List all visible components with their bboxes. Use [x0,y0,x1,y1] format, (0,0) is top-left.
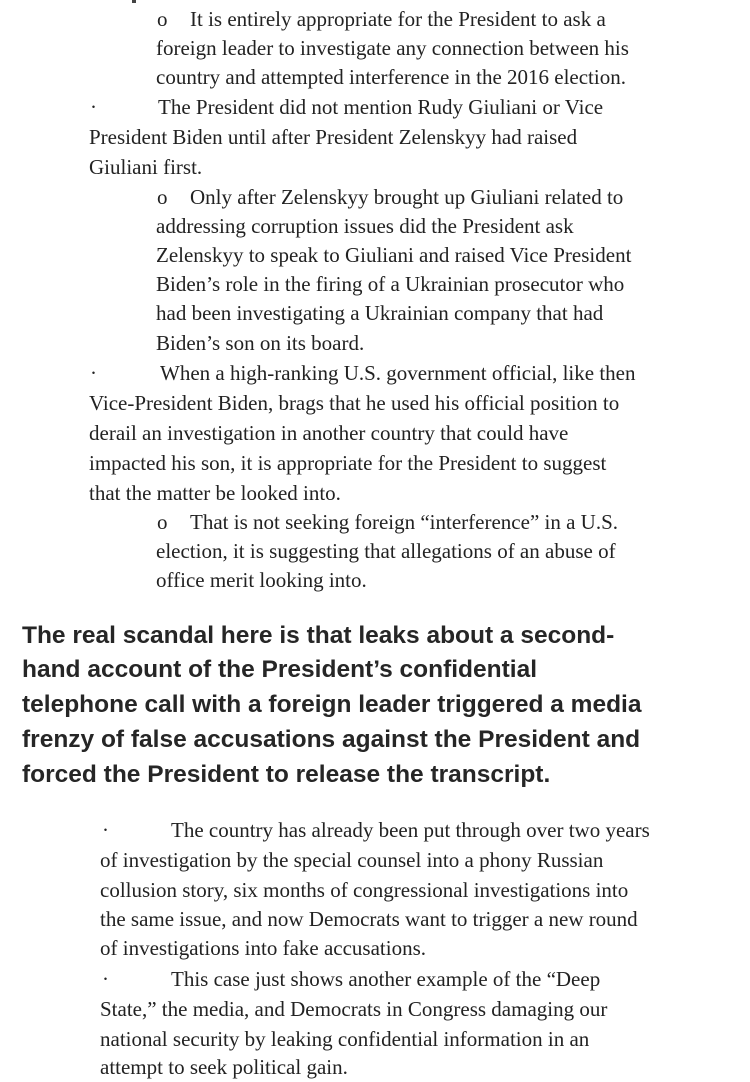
paragraph-line: Only after Zelenskyy brought up Giuliani related to [190,185,624,209]
paragraph-line: Giuliani first. [89,155,203,179]
paragraph-line: of investigations into fake accusations. [100,936,427,960]
bullet-marker: · [102,967,109,991]
paragraph-line: election, it is suggesting that allegations of an abuse of [156,539,616,563]
heading-line: hand account of the President’s confidential [22,656,538,683]
heading-line: The real scandal here is that leaks about a second- [22,622,615,649]
paragraph-line: addressing corruption issues did the President ask [156,214,574,238]
paragraph-line: national security by leaking confidential information in an [100,1027,590,1051]
paragraph-line: office merit looking into. [156,568,367,592]
paragraph-line: of investigation by the special counsel into a phony Russian [100,848,604,872]
paragraph-line: Vice-President Biden, brags that he used his official position to [89,391,620,415]
paragraph-line: the same issue, and now Democrats want to trigger a new round [100,907,638,931]
sub-bullet-marker: o [157,510,168,534]
paragraph-line: The country has already been put through over two years [171,818,650,842]
paragraph-line: foreign leader to investigate any connection between his [156,36,629,60]
bullet-marker: · [90,95,97,119]
paragraph-line: It is entirely appropriate for the President to ask a [190,7,606,31]
heading-line: frenzy of false accusations against the President and [22,726,641,753]
paragraph-line: that the matter be looked into. [89,481,341,505]
paragraph-line: President Biden until after President Zelenskyy had raised [89,125,578,149]
paragraph-line: This case just shows another example of the “Deep [171,967,601,991]
paragraph-line: attempt to seek political gain. [100,1055,348,1079]
bullet-marker: · [90,361,97,385]
paragraph-line: Biden’s son on its board. [156,331,365,355]
sub-bullet-marker: o [157,185,168,209]
paragraph-line: collusion story, six months of congressional investigations into [100,878,629,902]
paragraph-line: That is not seeking foreign “interference” in a U.S. [190,510,619,534]
paragraph-line: Zelenskyy to speak to Giuliani and raised Vice President [156,243,632,267]
heading-line: forced the President to release the transcript. [22,761,551,788]
sub-bullet-marker: o [157,7,168,31]
paragraph-line: State,” the media, and Democrats in Congress damaging our [100,997,608,1021]
paragraph-line: country and attempted interference in the 2016 election. [156,65,626,89]
paragraph-line: Biden’s role in the firing of a Ukrainian prosecutor who [156,272,625,296]
paragraph-line: The President did not mention Rudy Giuliani or Vice [158,95,604,119]
bullet-marker: · [102,818,109,842]
paragraph-line: impacted his son, it is appropriate for the President to suggest [89,451,607,475]
heading-line: telephone call with a foreign leader triggered a media [22,691,642,718]
paragraph-line: When a high-ranking U.S. government official, like then [160,361,636,385]
paragraph-line: derail an investigation in another country that could have [89,421,569,445]
paragraph-line: had been investigating a Ukrainian company that had [156,301,604,325]
